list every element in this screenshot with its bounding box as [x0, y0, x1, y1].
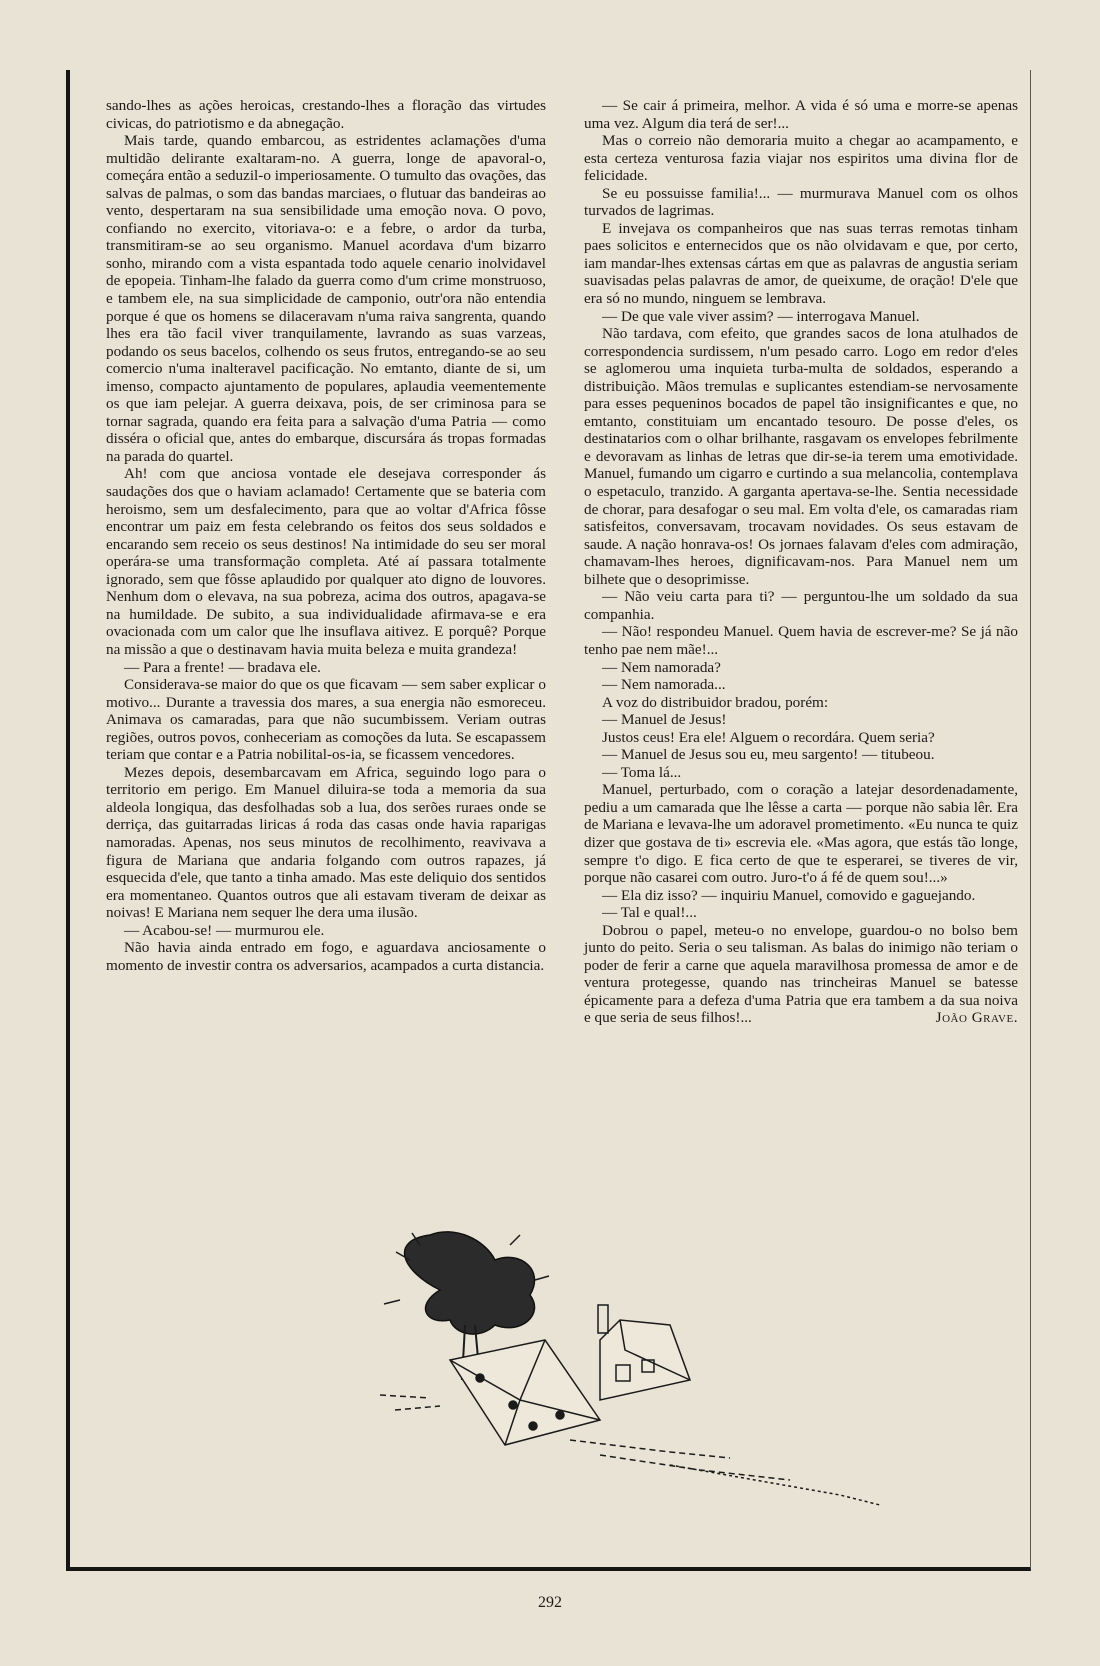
paragraph: Mas o correio não demoraria muito a chegar ao acampamento, e esta certeza venturosa fazia viajar nos espiritos uma divina flor de felicidade. — [584, 132, 1018, 185]
paragraph: Se eu possuisse familia!... — murmurava Manuel com os olhos turvados de lagrimas. — [584, 184, 1018, 220]
paragraph: — Tal e qual!... — [602, 904, 697, 922]
paragraph: — Nem namorada? — [602, 658, 721, 676]
envelope-illustration — [370, 1230, 890, 1565]
paragraph: E invejava os companheiros que nas suas terras remotas tinham paes solicitos e enternecidos que os não olvidavam e que, por certo, iam mandar-lhes extensas cártas em que as palavras de angustia seriam suavisadas pelas palavras de amor, de queixume, de oração! D'ele que era só no mundo, ninguem se lembrava. — [584, 219, 1018, 308]
paragraph: — Se cair á primeira, melhor. A vida é só uma e morre-se apenas uma vez. Algum dia terá de ser!... — [584, 97, 1018, 132]
paragraph: Não havia ainda entrado em fogo, e aguardava anciosamente o momento de investir contra os adversarios, acampados a curta distancia. — [106, 939, 546, 974]
paragraph: — Para a frente! — bradava ele. — [124, 658, 321, 676]
paragraph: — Ela diz isso? — inquiriu Manuel, comovido e gaguejando. — [602, 886, 976, 904]
paragraph: Considerava-se maior do que os que ficavam — sem saber explicar o motivo... Durante a travessia dos mares, a sua energia não esmoreceu. Animava os camaradas, para que não sucumbissem. Veriam outras regiões, outros povos, conheceriam as comoções da luta. Se escapassem teriam que contar e a Patria nobilital-os-ia, se ficassem vencedores. — [106, 676, 546, 764]
paragraph: Não tardava, com efeito, que grandes sacos de lona atulhados de correspondencia surdissem, n'um pesado carro. Logo em redor d'eles se aglomerou uma inquieta turba-multa de soldados, esperando a distribuição. Mãos tremulas e suplicantes estendiam-se nervosamente para esses pequeninos bocados de papel tão insignificantes e que, no emtanto, constituiam um encantado tesouro. De posse d'eles, os destinatarios com o olhar brilhante, rasgavam os envelopes febrilmente e devoravam as linhas de letras que dir-se-ia terem uma emotividade. Manuel, fumando um cigarro e curtindo a sua melancolia, contemplava o espetaculo, tranzido. A garganta apertava-se-lhe. Sentia necessidade de chorar, para desafogar o seu mal. Em volta d'ele, os camaradas riam satisfeitos, conversavam, trocavam novidades. Os seus estavam de saude. A nação honrava-os! Os jornaes falavam d'eles com admiração, chamavam-lhes heroes, dignificavam-nos. Para Manuel nem um bilhete que o desoprimisse. — [584, 325, 1018, 588]
paragraph: — Não veiu carta para ti? — perguntou-lhe um soldado da sua companhia. — [584, 588, 1018, 623]
paragraph: — Toma lá... — [602, 763, 682, 781]
paragraph: — De que vale viver assim? — interrogava Manuel. — [602, 307, 920, 325]
right-column — [584, 97, 1018, 1027]
paragraph: Justos ceus! Era ele! Alguem o recordára. Quem seria? — [602, 728, 935, 746]
paragraph: sando-lhes as ações heroicas, crestando-lhes a floração das virtudes civicas, do patriotismo e da abnegação. — [106, 97, 546, 132]
paragraph: Mezes depois, desembarcavam em Africa, seguindo logo para o territorio em perigo. Em Manuel diluira-se toda a memoria da sua aldeola longiqua, das desfolhadas sob a lua, dos serões rurаes onde se derriça, das guitarradas liricas á roda das casas onde havia raparigas namoradas. Apenas, nos seus minutos de recolhimento, reavivava a figura de Mariana que andaria folgando com outros rapazes, já esquecida d'ele, que tanto a tinha amado. Mas este deliquio dos sentidos era momentaneo. Quantos outros que ali estavam tiveram de deixar as noivas! E Mariana nem sequer lhe dera uma ilusão. — [106, 763, 546, 922]
page-number: 292 — [538, 1594, 562, 1611]
paragraph: A voz do distribuidor bradou, porém: — [602, 693, 829, 711]
paragraph: — Não! respondeu Manuel. Quem havia de escrever-me? Se já não tenho pae nem mãe!... — [584, 623, 1018, 658]
paragraph: — Acabou-se! — murmurou ele. — [124, 921, 325, 939]
paragraph: Manuel, perturbado, com o coração a latejar desordenadamente, pediu a um camarada que lhe lêsse a carta — porque não sabia lêr. Era de Mariana e levava-lhe um adoravel prometimento. «Eu nunca te quiz dizer que gostava de ti» escrevia ele. «Mas agora, que estás tão longe, sempre t'o digo. E fica certo de que te esperarei, se tiveres de vir, porque não casarei com outro. Juro-t'o á fé de quem sou!...» — [584, 781, 1018, 887]
paragraph: Mais tarde, quando embarcou, as estridentes aclamações d'uma multidão delirante exaltaram-no. A guerra, longe de apavoral-o, começára então a seduzil-o imperiosamente. O tumulto das ovações, das salvas de palmas, o som das bandas marciaes, o flutuar das bandeiras ao vento, despertaram na sua sensibilidade uma emoção nova. O povo, confiando no exercito, vitoriava-o: e a febre, o ardor da turba, transmitiram-se ao seu organismo. Manuel acordava d'um bizarro sonho, mirando com a vista espantada todo aquele cenario inolvidavel de epopeia. Tinham-lhe falado da guerra como d'um crime monstruoso, e tambem ele, na sua simplicidade de camponio, outr'ora não entendia porque é que os homens se dilaceravam n'uma raiva sangrenta, quando lhes era tão facil viver tranquilamente, lavrando as suas varzeas, podando os seus bacelos, colhendo os seus frutos, entregando-se ao seu comercio n'uma inalteravel pacificação. No emtanto, diante de si, um imenso, compacto ajuntamento de populares, aplaudia veementemente os que iam pelejar. A guerra deixava, pois, de ser criminosa para se tornar sagrada, quando era feita para a salvação d'uma Patria — como disséra o oficial que, antes do embarque, discursára ás tropas formadas na parada do quartel. — [106, 132, 546, 465]
paragraph: Ah! com que anciosa vontade ele desejava corresponder ás saudações dos que o haviam aclamado! Certamente que se bateria com heroismo, sem um desfalecimento, para que ao voltar d'Africa fôsse encontrar um paiz em festa celebrando os feitos dos seus soldados e encarando sem receio os seus destinos! Na intimidade do seu ser moral operára-se uma transformação completa. Até aí passara totalmente ignorado, sem que fôsse aplaudido por qualquer ato digno de louvores. Nenhum dom o elevava, na sua pobreza, acima dos outros, apagava-se na humildade. De subito, a sua individualidade afirmava-se e era ovacionada com um calor que lhe insuflava aitivez. E porquê? Porque na missão a que o destinavam havia muita beleza e muita grandeza! — [106, 465, 546, 658]
paragraph: Dobrou o papel, meteu-o no envelope, guardou-o no bolso bem junto do peito. Seria o seu talisman. As balas do inimigo não teriam o poder de ferir a carne que aquela maravilhosa promessa de amor e de ventura protegesse, quando nas trincheiras Manuel se batesse épicamente para a defeza d'uma Patria que era tambem a da sua noiva e que seria de seus filhos!... João Grave. — [584, 921, 1018, 1027]
paragraph: — Manuel de Jesus! — [602, 711, 727, 729]
paragraph: — Nem namorada... — [602, 676, 726, 694]
paragraph: — Manuel de Jesus sou eu, meu sargento! — titubeou. — [602, 746, 935, 764]
left-column — [106, 97, 546, 974]
author-signature: João Grave. — [935, 1009, 1018, 1027]
